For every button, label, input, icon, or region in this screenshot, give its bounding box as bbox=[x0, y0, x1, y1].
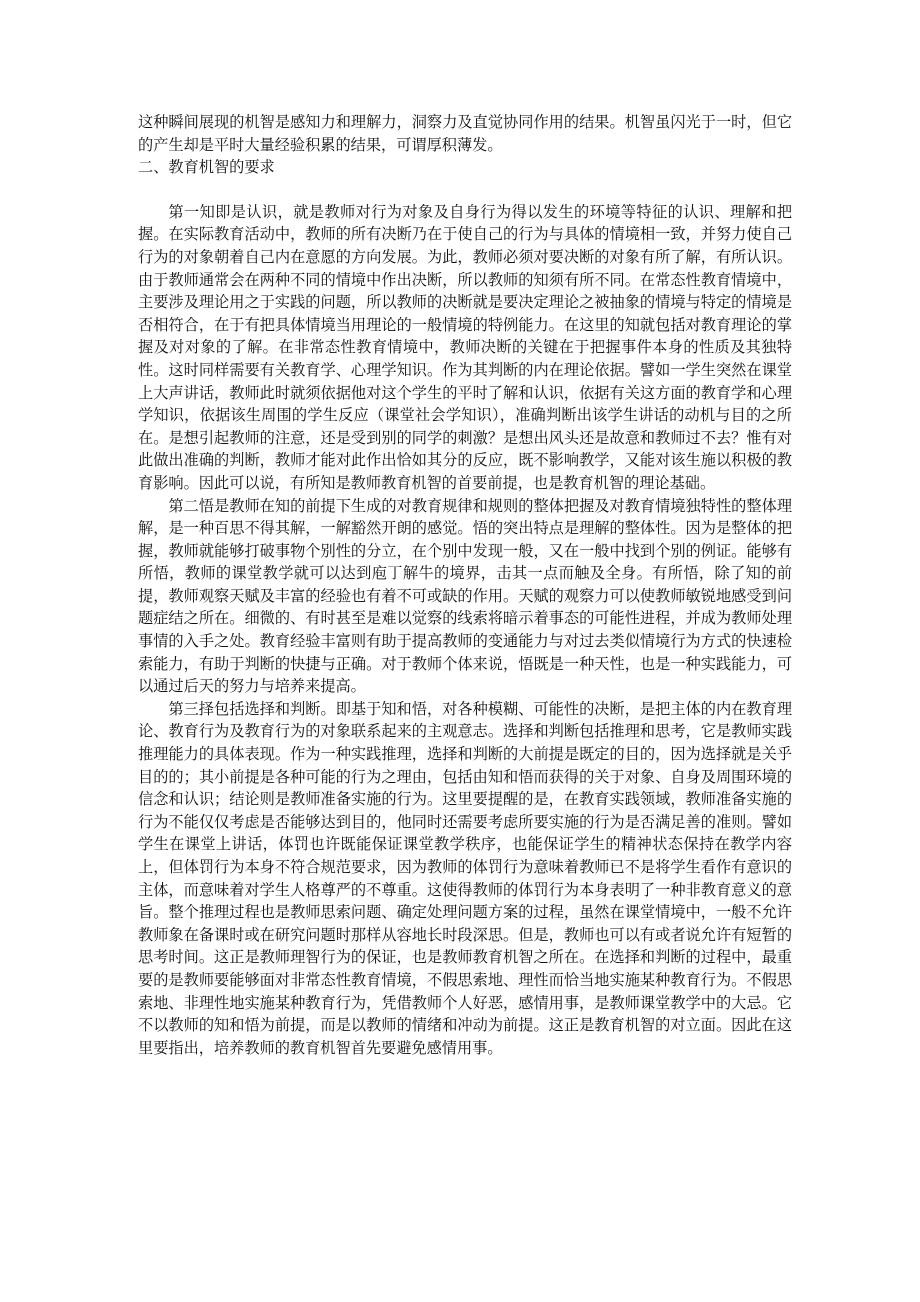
paragraph-insight: 第二悟是教师在知的前提下生成的对教育规律和规则的整体把握及对教育情境独特性的整体理解，是一种百思不得其解，一解豁然开朗的感觉。悟的突出特点是理解的整体性。因为是整体的把握，教师就能够打破事物个别性的分立，在个别中发现一般，又在一般中找到个别的例证。能够有所悟，教师的课堂教学就可以达到庖丁解牛的境界，击其一点而触及全身。有所悟，除了知的前提，教师观察天赋及丰富的经验也有着不可或缺的作用。天赋的观察力可以使教师敏锐地感受到问题症结之所在。细微的、有时甚至是难以觉察的线索将暗示着事态的可能性进程，并成为教师处理事情的入手之处。教育经验丰富则有助于提高教师的变通能力与对过去类似情境行为方式的快速检索能力，有助于判断的快捷与正确。对于教师个体来说，悟既是一种天性，也是一种实践能力，可以通过后天的努力与培养来提高。 bbox=[138, 496, 792, 696]
document-page bbox=[138, 111, 792, 1059]
paragraph-knowledge: 第一知即是认识，就是教师对行为对象及自身行为得以发生的环境等特征的认识、理解和把握。在实际教育活动中，教师的所有决断乃在于使自己的行为与具体的情境相一致，并努力使自己行为的对象朝着自己内在意愿的方向发展。为此，教师必须对要决断的对象有所了解，有所认识。由于教师通常会在两种不同的情境中作出决断，所以教师的知须有所不同。在常态性教育情境中，主要涉及理论用之于实践的问题，所以教师的决断就是要决定理论之被抽象的情境与特定的情境是否相符合，在于有把具体情境当用理论的一般情境的特例能力。在这里的知就包括对教育理论的掌握及对对象的了解。在非常态性教育情境中，教师决断的关键在于把握事件本身的性质及其独特性。这时同样需要有关教育学、心理学知识。作为其判断的内在理论依据。譬如一学生突然在课堂上大声讲话，教师此时就须依据他对这个学生的平时了解和认识，依据有关这方面的教育学和心理学知识，依据该生周围的学生反应（课堂社会学知识），准确判断出该学生讲话的动机与目的之所在。是想引起教师的注意，还是受到别的同学的刺激？是想出风头还是故意和教师过不去？惟有对此做出准确的判断，教师才能对此作出恰如其分的反应，既不影响教学，又能对该生施以积极的教育影响。因此可以说，有所知是教师教育机智的首要前提，也是教育机智的理论基础。 bbox=[138, 202, 792, 492]
spacer bbox=[138, 179, 792, 201]
paragraph-choice: 第三择包括选择和判断。即基于知和悟，对各种模糊、可能性的决断，是把主体的内在教育理论、教育行为及教育行为的对象联系起来的主观意志。选择和判断包括推理和思考，它是教师实践推理能力的具体表现。作为一种实践推理，选择和判断的大前提是既定的目的，因为选择就是关乎目的的；其小前提是各种可能的行为之理由，包括由知和悟而获得的关于对象、自身及周围环境的信念和认识；结论则是教师准备实施的行为。这里要提醒的是，在教育实践领域，教师准备实施的行为不能仅仅考虑是否能够达到目的，他同时还需要考虑所要实施的行为是否满足善的准则。譬如学生在课堂上讲话，体罚也许既能保证课堂教学秩序，也能保证学生的精神状态保持在教学内容上，但体罚行为本身不符合规范要求，因为教师的体罚行为意味着教师已不是将学生看作有意识的主体，而意味着对学生人格尊严的不尊重。这使得教师的体罚行为本身表明了一种非教育意义的意旨。整个推理过程也是教师思索问题、确定处理问题方案的过程，虽然在课堂情境中，一般不允许教师象在备课时或在研究问题时那样从容地长时段深思。但是，教师也可以有或者说允许有短暂的思考时间。这正是教师理智行为的保证，也是教师教育机智之所在。在选择和判断的过程中，最重要的是教师要能够面对非常态性教育情境，不假思索地、理性而恰当地实施某种教育行为。不假思索地、非理性地实施某种教育行为，凭借教师个人好恶，感情用事，是教师课堂教学中的大忌。它不以教师的知和悟为前提，而是以教师的情绪和冲动为前提。这正是教育机智的对立面。因此在这里要指出，培养教师的教育机智首先要避免感情用事。 bbox=[138, 699, 792, 1057]
intro-paragraph: 这种瞬间展现的机智是感知力和理解力，洞察力及直觉协同作用的结果。机智虽闪光于一时，但它的产生却是平时大量经验积累的结果，可谓厚积薄发。 bbox=[138, 113, 792, 154]
section-heading: 二、教育机智的要求 bbox=[138, 158, 275, 177]
